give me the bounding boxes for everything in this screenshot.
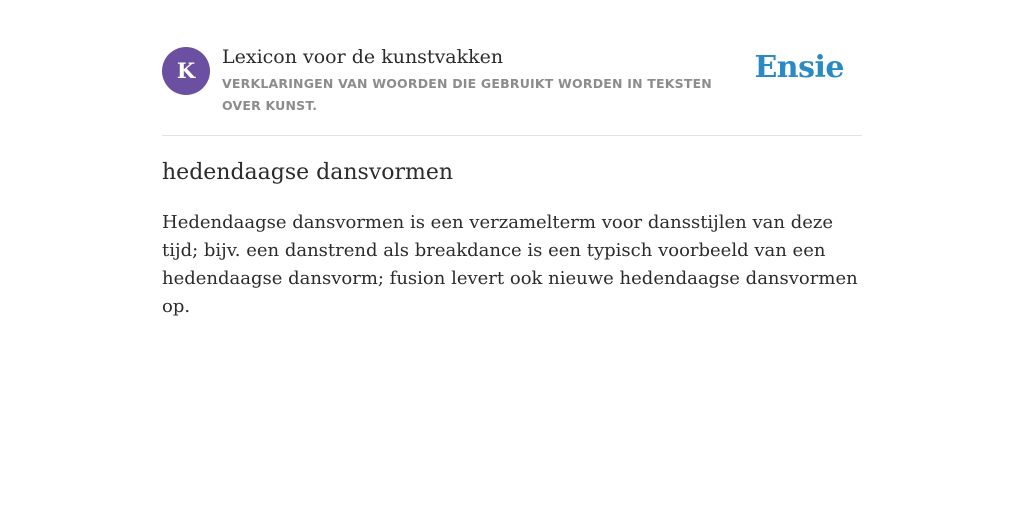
entry-definition: Hedendaagse dansvormen is een verzamelterm voor dansstijlen van deze tijd; bijv. een danstrend als breakdance is een typisch voorbeeld van een hedendaagse dansvorm; fusion levert ook nieuwe hedendaagse dansvormen op. (162, 212, 858, 317)
lexicon-avatar[interactable]: K (162, 47, 210, 95)
ensie-logo-link[interactable]: Ensie (754, 50, 844, 85)
site-title[interactable]: Lexicon voor de kunstvakken (222, 46, 504, 68)
entry-term: hedendaagse dansvormen (162, 160, 454, 185)
content-container (162, 0, 862, 321)
site-header (162, 0, 862, 136)
site-subtitle: VERKLARINGEN VAN WOORDEN DIE GEBRUIKT WORDEN IN TEKSTEN OVER KUNST. (222, 76, 712, 113)
